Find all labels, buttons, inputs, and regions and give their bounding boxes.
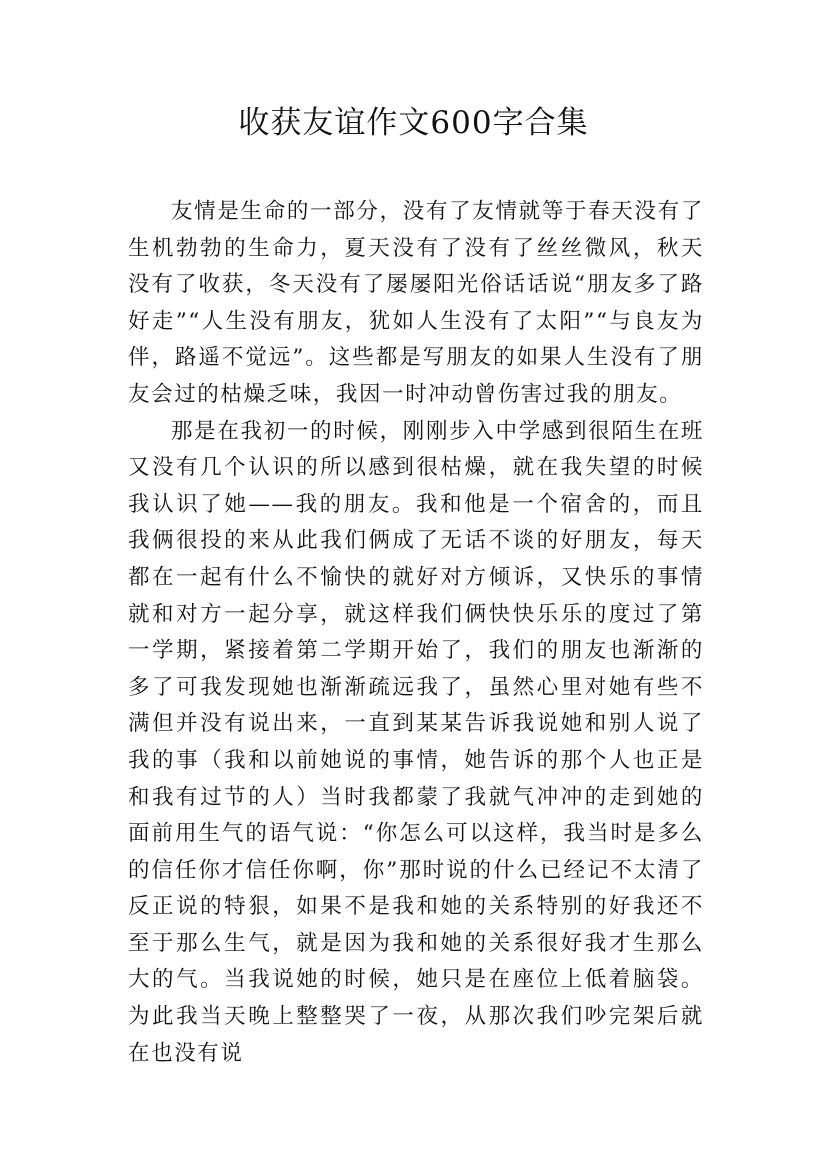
paragraph-1: 友情是生命的一部分，没有了友情就等于春天没有了生机勃勃的生命力，夏天没有了没有了丝丝微风，秋天没有了收获，冬天没有了屡屡阳光俗话话说“朋友多了路好走”“人生没有朋友，犹如人生没有了太阳”“与良友为伴，路遥不觉远”。这些都是写朋友的如果人生没有了朋友会过的枯燥乏味，我因一时冲动曾伤害过我的朋友。: [128, 199, 704, 407]
document-body: [128, 194, 704, 1072]
document-title: 收获友谊作文600字合集: [238, 105, 589, 141]
paragraph-2: 那是在我初一的时候，刚刚步入中学感到很陌生在班又没有几个认识的所以感到很枯燥，就在我失望的时候我认识了她——我的朋友。我和他是一个宿舍的，而且我俩很投的来从此我们俩成了无话不谈的好朋友，每天都在一起有什么不愉快的就好对方倾诉，又快乐的事情就和对方一起分享，就这样我们俩快快乐乐的度过了第一学期，紧接着第二学期开始了，我们的朋友也渐渐的多了可我发现她也渐渐疏远我了，虽然心里对她有些不满但并没有说出来，一直到某某告诉我说她和别人说了我的事（我和以前她说的事情，她告诉的那个人也正是和我有过节的人）当时我都蒙了我就气冲冲的走到她的面前用生气的语气说：“你怎么可以这样，我当时是多么的信任你才信任你啊，你”那时说的什么已经记不太清了反正说的特狠，如果不是我和她的关系特别的好我还不至于那么生气，就是因为我和她的关系很好我才生那么大的气。当我说她的时候，她只是在座位上低着脑袋。为此我当天晚上整整哭了一夜，从那次我们吵完架后就在也没有说: [128, 418, 704, 1066]
